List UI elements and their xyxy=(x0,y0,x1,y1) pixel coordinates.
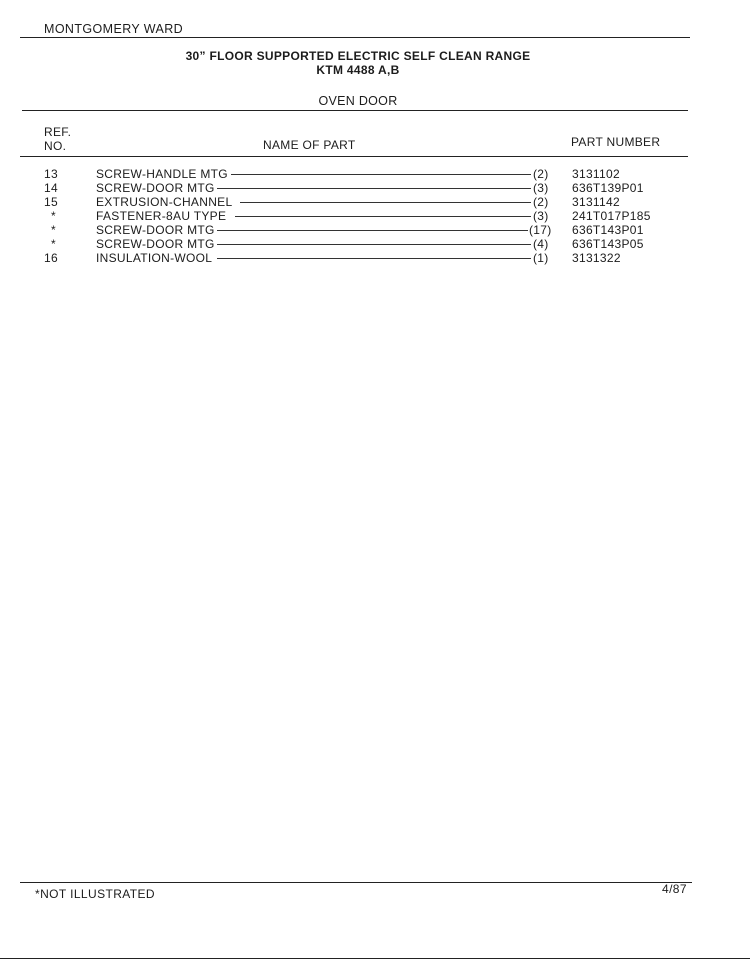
header-rule xyxy=(20,156,688,157)
part-number: 3131142 xyxy=(572,195,620,209)
part-number: 636T143P01 xyxy=(572,223,644,237)
section-rule xyxy=(22,110,688,111)
ref-header-line1: REF. xyxy=(44,125,72,139)
part-row xyxy=(0,251,750,265)
part-row xyxy=(0,209,750,223)
part-name: SCREW-DOOR MTG xyxy=(96,223,215,237)
quantity: (3) xyxy=(533,181,549,195)
leader-line xyxy=(240,202,531,203)
quantity: (4) xyxy=(533,237,549,251)
quantity: (3) xyxy=(533,209,549,223)
part-row xyxy=(0,237,750,251)
part-number-header: PART NUMBER xyxy=(571,135,661,149)
revision-date: 4/87 xyxy=(662,882,687,896)
leader-line xyxy=(217,230,528,231)
leader-line xyxy=(235,216,531,217)
part-row xyxy=(0,223,750,237)
part-number: 3131102 xyxy=(572,167,620,181)
ref-number: 15 xyxy=(44,195,58,209)
model-number: KTM 4488 A,B xyxy=(316,63,400,77)
leader-line xyxy=(217,258,531,259)
part-number: 3131322 xyxy=(572,251,621,265)
part-name: SCREW-DOOR MTG xyxy=(96,237,215,251)
part-row xyxy=(0,195,750,209)
ref-number: 16 xyxy=(44,251,58,265)
part-name: SCREW-DOOR MTG xyxy=(96,181,215,195)
bottom-rule xyxy=(0,958,750,959)
quantity: (2) xyxy=(533,195,549,209)
part-row xyxy=(0,181,750,195)
part-name: EXTRUSION-CHANNEL xyxy=(96,195,233,209)
quantity: (1) xyxy=(533,251,549,265)
brand-name: MONTGOMERY WARD xyxy=(44,22,184,36)
not-illustrated-marker: * xyxy=(51,209,56,223)
leader-line xyxy=(231,174,531,175)
leader-line xyxy=(217,188,531,189)
part-number: 241T017P185 xyxy=(572,209,651,223)
leader-line xyxy=(217,244,531,245)
document-title: 30” FLOOR SUPPORTED ELECTRIC SELF CLEAN RANGE xyxy=(185,49,531,63)
not-illustrated-marker: * xyxy=(51,237,56,251)
part-name: INSULATION-WOOL xyxy=(96,251,213,265)
ref-number: 13 xyxy=(44,167,58,181)
not-illustrated-marker: * xyxy=(51,223,56,237)
part-name: SCREW-HANDLE MTG xyxy=(96,167,228,181)
ref-number: 14 xyxy=(44,181,58,195)
part-row xyxy=(0,167,750,181)
ref-header-line2: NO. xyxy=(44,139,67,153)
part-number: 636T143P05 xyxy=(572,237,644,251)
part-number: 636T139P01 xyxy=(572,181,644,195)
part-name: FASTENER-8AU TYPE xyxy=(96,209,227,223)
quantity: (17) xyxy=(529,223,552,237)
footer-rule xyxy=(20,882,692,883)
footnote-not-illustrated: *NOT ILLUSTRATED xyxy=(35,887,155,901)
quantity: (2) xyxy=(533,167,549,181)
top-rule xyxy=(20,37,690,38)
section-title: OVEN DOOR xyxy=(318,94,398,108)
name-header: NAME OF PART xyxy=(263,138,356,152)
